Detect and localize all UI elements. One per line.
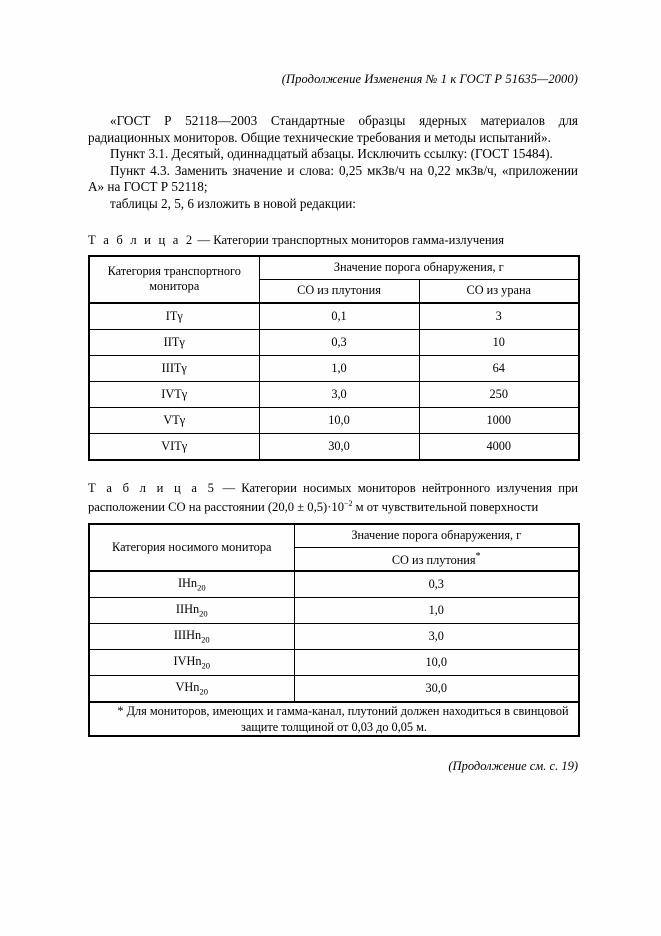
table5-header-plutonium (294, 547, 579, 571)
table2-row3-plutonium: 1,0 (259, 355, 419, 381)
table2-row5-category: VТγ (89, 407, 259, 433)
table2-row4-uranium: 250 (419, 381, 579, 407)
table-row (89, 571, 579, 598)
table2-row2-category: IIТγ (89, 329, 259, 355)
paragraph-4: таблицы 2, 5, 6 изложить в новой редакции: (110, 195, 356, 211)
table2-row5-uranium: 1000 (419, 407, 579, 433)
table2-row1-uranium: 3 (419, 303, 579, 330)
table2-row6-category: VIТγ (89, 433, 259, 460)
table2-row1-plutonium: 0,1 (259, 303, 419, 330)
table5-row5-category (89, 675, 294, 702)
table5-row4-category-sub: 20 (201, 660, 210, 671)
table-row (89, 355, 579, 381)
table5-footnote-text: * Для мониторов, имеющих и гамма-канал, плутоний должен находиться в свинцовой защите толщиной от 0,03 до 0,05 м. (117, 703, 569, 735)
table2-header-group: Значение порога обнаружения, г (259, 256, 579, 280)
table2-header-uranium: СО из урана (419, 279, 579, 303)
table5-header-plutonium-label: СО из плутония (391, 553, 476, 568)
table-row (89, 407, 579, 433)
table5-row2-category-label: IIНn (175, 602, 200, 617)
table-row (89, 623, 579, 649)
table-row (89, 597, 579, 623)
table2-row3-category: IIIТγ (89, 355, 259, 381)
table5-row4-category (89, 649, 294, 675)
table-row (89, 649, 579, 675)
table-5 (88, 523, 580, 737)
table-row (89, 675, 579, 702)
table5-row1-category (89, 571, 294, 598)
paragraph-2: Пункт 3.1. Десятый, одиннадцатый абзацы. Исключить ссылку: (ГОСТ 15484). (110, 146, 553, 162)
table5-caption-prefix: Т а б л и ц а 5 (88, 480, 217, 495)
table2-row3-uranium: 64 (419, 355, 579, 381)
table5-row4-plutonium: 10,0 (294, 649, 579, 675)
continuation-header: (Продолжение Изменения № 1 к ГОСТ Р 51635—2000) (281, 72, 578, 86)
table5-row5-plutonium: 30,0 (294, 675, 579, 702)
table2-header-plutonium: СО из плутония (259, 279, 419, 303)
paragraph-3: Пункт 4.3. Заменить значение и слова: 0,25 мкЗв/ч на 0,22 мкЗв/ч, «приложении А» на ГОСТ Р 52118; (88, 162, 578, 195)
table2-row6-plutonium: 30,0 (259, 433, 419, 460)
table5-row3-category (89, 623, 294, 649)
table-row (89, 329, 579, 355)
table2-row4-plutonium: 3,0 (259, 381, 419, 407)
table2-header-row-1 (89, 256, 579, 280)
table5-row1-category-sub: 20 (197, 582, 206, 593)
page-content (88, 72, 578, 774)
table5-row5-category-sub: 20 (199, 686, 208, 697)
table5-row3-plutonium: 3,0 (294, 623, 579, 649)
table5-header-category: Категория носимого монитора (89, 524, 294, 571)
table5-footnote (89, 702, 579, 736)
table5-header-row-1 (89, 524, 579, 548)
table5-row2-plutonium: 1,0 (294, 597, 579, 623)
paragraph-1: «ГОСТ Р 52118—2003 Стандартные образцы ядерных материалов для радиационных мониторов. Общие технические требования и методы испытаний». (88, 113, 578, 145)
table2-row5-plutonium: 10,0 (259, 407, 419, 433)
table5-row4-category-label: IVНn (173, 654, 202, 669)
table5-header-group: Значение порога обнаружения, г (294, 524, 579, 548)
table5-caption (88, 480, 578, 516)
table5-caption-tail: м от чувствительной поверхности (352, 500, 539, 515)
table2-row6-uranium: 4000 (419, 433, 579, 460)
table2-row2-uranium: 10 (419, 329, 579, 355)
table-row (89, 433, 579, 460)
table2-caption-prefix: Т а б л и ц а 2 (88, 232, 195, 247)
table5-row5-category-label: VНn (175, 680, 200, 695)
table2-caption (88, 232, 578, 248)
table5-caption-text: — Категории носимых мониторов нейтронного излучения при расположении СО на расстоянии (20,0 ± 0,5)·10 (88, 480, 578, 515)
table5-note-row (89, 702, 579, 736)
table5-row3-category-label: IIIНn (173, 628, 202, 643)
table-row (89, 303, 579, 330)
table5-row3-category-sub: 20 (201, 634, 210, 645)
table-2 (88, 255, 580, 461)
continuation-footer: (Продолжение см. с. 19) (448, 759, 578, 774)
table5-header-plutonium-note: * (475, 551, 481, 563)
table2-row1-category: IТγ (89, 303, 259, 330)
table2-row2-plutonium: 0,3 (259, 329, 419, 355)
table-row (89, 381, 579, 407)
table2-row4-category: IVТγ (89, 381, 259, 407)
table2-caption-text: — Категории транспортных мониторов гамма-излучения (194, 232, 505, 247)
table5-caption-exponent: −2 (344, 499, 353, 509)
table2-header-category: Категория транспортного монитора (89, 256, 259, 303)
table5-row2-category-sub: 20 (199, 608, 208, 619)
table5-row2-category (89, 597, 294, 623)
table5-row1-category-label: IНn (177, 576, 198, 591)
table5-row1-plutonium: 0,3 (294, 571, 579, 598)
